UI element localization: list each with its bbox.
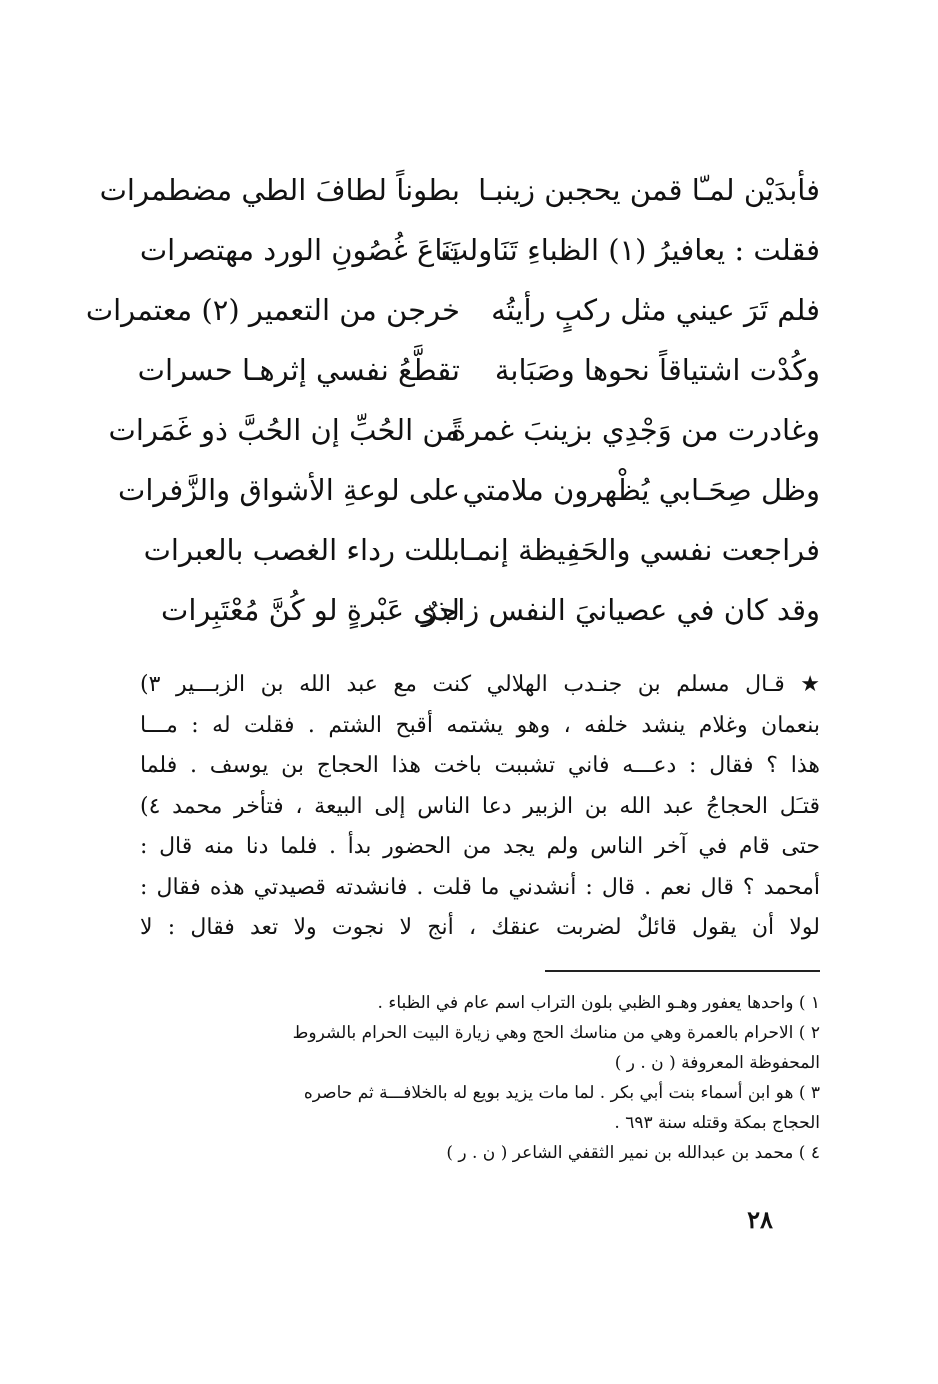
footnote-continuation: المحفوظة المعروفة ( ن . ر ) (614, 1053, 820, 1073)
verse-first-hemistich: فأبدَيْن لمـّا قمن يحجبن زينبـا (478, 173, 820, 207)
verse-first-hemistich: وغادرت من وَجْدِي بزينبَ غمرةً (450, 413, 820, 447)
prose-line: أمحمد ؟ قال نعم . قال : أنشدني ما قلت . فانشدته قصيدتي هذه فقال : (140, 874, 820, 900)
verse-second-hemistich: تقطَّعُ نفسي إثرهـا حسرات (137, 353, 460, 387)
verse-second-hemistich: بطوناً لطافَ الطي مضطمرات (99, 173, 460, 207)
footnote: ٣ ) هو ابن أسماء بنت أبي بكر . لما مات يزيد بويع له بالخلافـــة ثم حاصره (303, 1083, 820, 1103)
verse-first-hemistich: فلم تَرَ عيني مثل ركبٍ رأيتُه (491, 293, 820, 327)
prose-paragraph (140, 665, 820, 949)
verse-second-hemistich: يَنَاعَ غُصُونِ الورد مهتصرات (139, 233, 460, 267)
verse-second-hemistich: لذي عَبْرةٍ لو كُنَّ مُعْتَبِرات (161, 593, 460, 627)
prose-line: بنعمان وغلام ينشد خلفه ، وهو يشتمه أقبح الشتم . فقلت له : مـــا (140, 712, 820, 738)
verse-second-hemistich: على لوعةِ الأشواق والزَّفرات (118, 473, 460, 507)
poem (85, 160, 820, 640)
verse (140, 220, 820, 280)
footnote: ١ ) واحدها يعفور وهـو الظبي بلون التراب اسم عام في الظباء . (377, 993, 820, 1013)
verse (140, 580, 820, 640)
verse (118, 460, 820, 520)
verse-first-hemistich: وقد كان في عصيانيَ النفس زاجرٌ (423, 593, 820, 627)
verse (108, 400, 820, 460)
prose-line: هذا ؟ فقال : دعـــه فاني تشببت باخت هذا الحجاج بن يوسف . فلما (140, 753, 820, 778)
footnotes (140, 988, 820, 1168)
footnote: ٤ ) محمد بن عبدالله بن نمير الثقفي الشاعر ( ن . ر ) (446, 1143, 820, 1163)
verse (137, 340, 820, 400)
verse-second-hemistich: بللت رداء الغصب بالعبرات (143, 533, 460, 567)
verse-first-hemistich: فقلت : يعافيرُ (١) الظباءِ تَنَاولت (440, 233, 820, 267)
prose-line: حتى قام في آخر الناس ولم يجد من الحضور بدأ . فلما دنا منه قال : (140, 834, 820, 859)
prose-line: ★ قـال مسلم بن جنـدب الهلالي كنت مع عبد الله بن الزبـــير ٣) (140, 672, 820, 697)
verse-first-hemistich: فراجعت نفسي والحَفِيظة إنمـا (458, 533, 820, 567)
verse-second-hemistich: خرجن من التعمير (٢) معتمرات (85, 293, 460, 327)
verse-first-hemistich: وكُدْت اشتياقاً نحوها وصَبَابة (494, 353, 820, 387)
verse (85, 280, 820, 340)
prose-line: لولا أن يقول قائلٌ لضربت عنقك ، أنج لا نجوت ولا تعد فقال : لا (140, 915, 820, 940)
verse (99, 160, 820, 220)
verse (140, 520, 820, 580)
footnote-continuation: الحجاج بمكة وقتله سنة ٦٩٣ . (614, 1113, 820, 1133)
page-number: ٢٨ (747, 1205, 773, 1234)
footnote-separator (545, 970, 820, 972)
footnote: ٢ ) الاحرام بالعمرة وهي من مناسك الحج وهي زيارة البيت الحرام بالشروط (292, 1023, 820, 1043)
verse-first-hemistich: وظل صِحَـابي يُظْهرون ملامتي (462, 473, 820, 507)
prose-line: قتـَل الحجاجُ عبد الله بن الزبير دعا الناس إلى البيعة ، فتأخر محمد ٤) (140, 793, 820, 819)
verse-second-hemistich: من الحُبِّ إن الحُبَّ ذو غَمَرات (108, 413, 460, 447)
